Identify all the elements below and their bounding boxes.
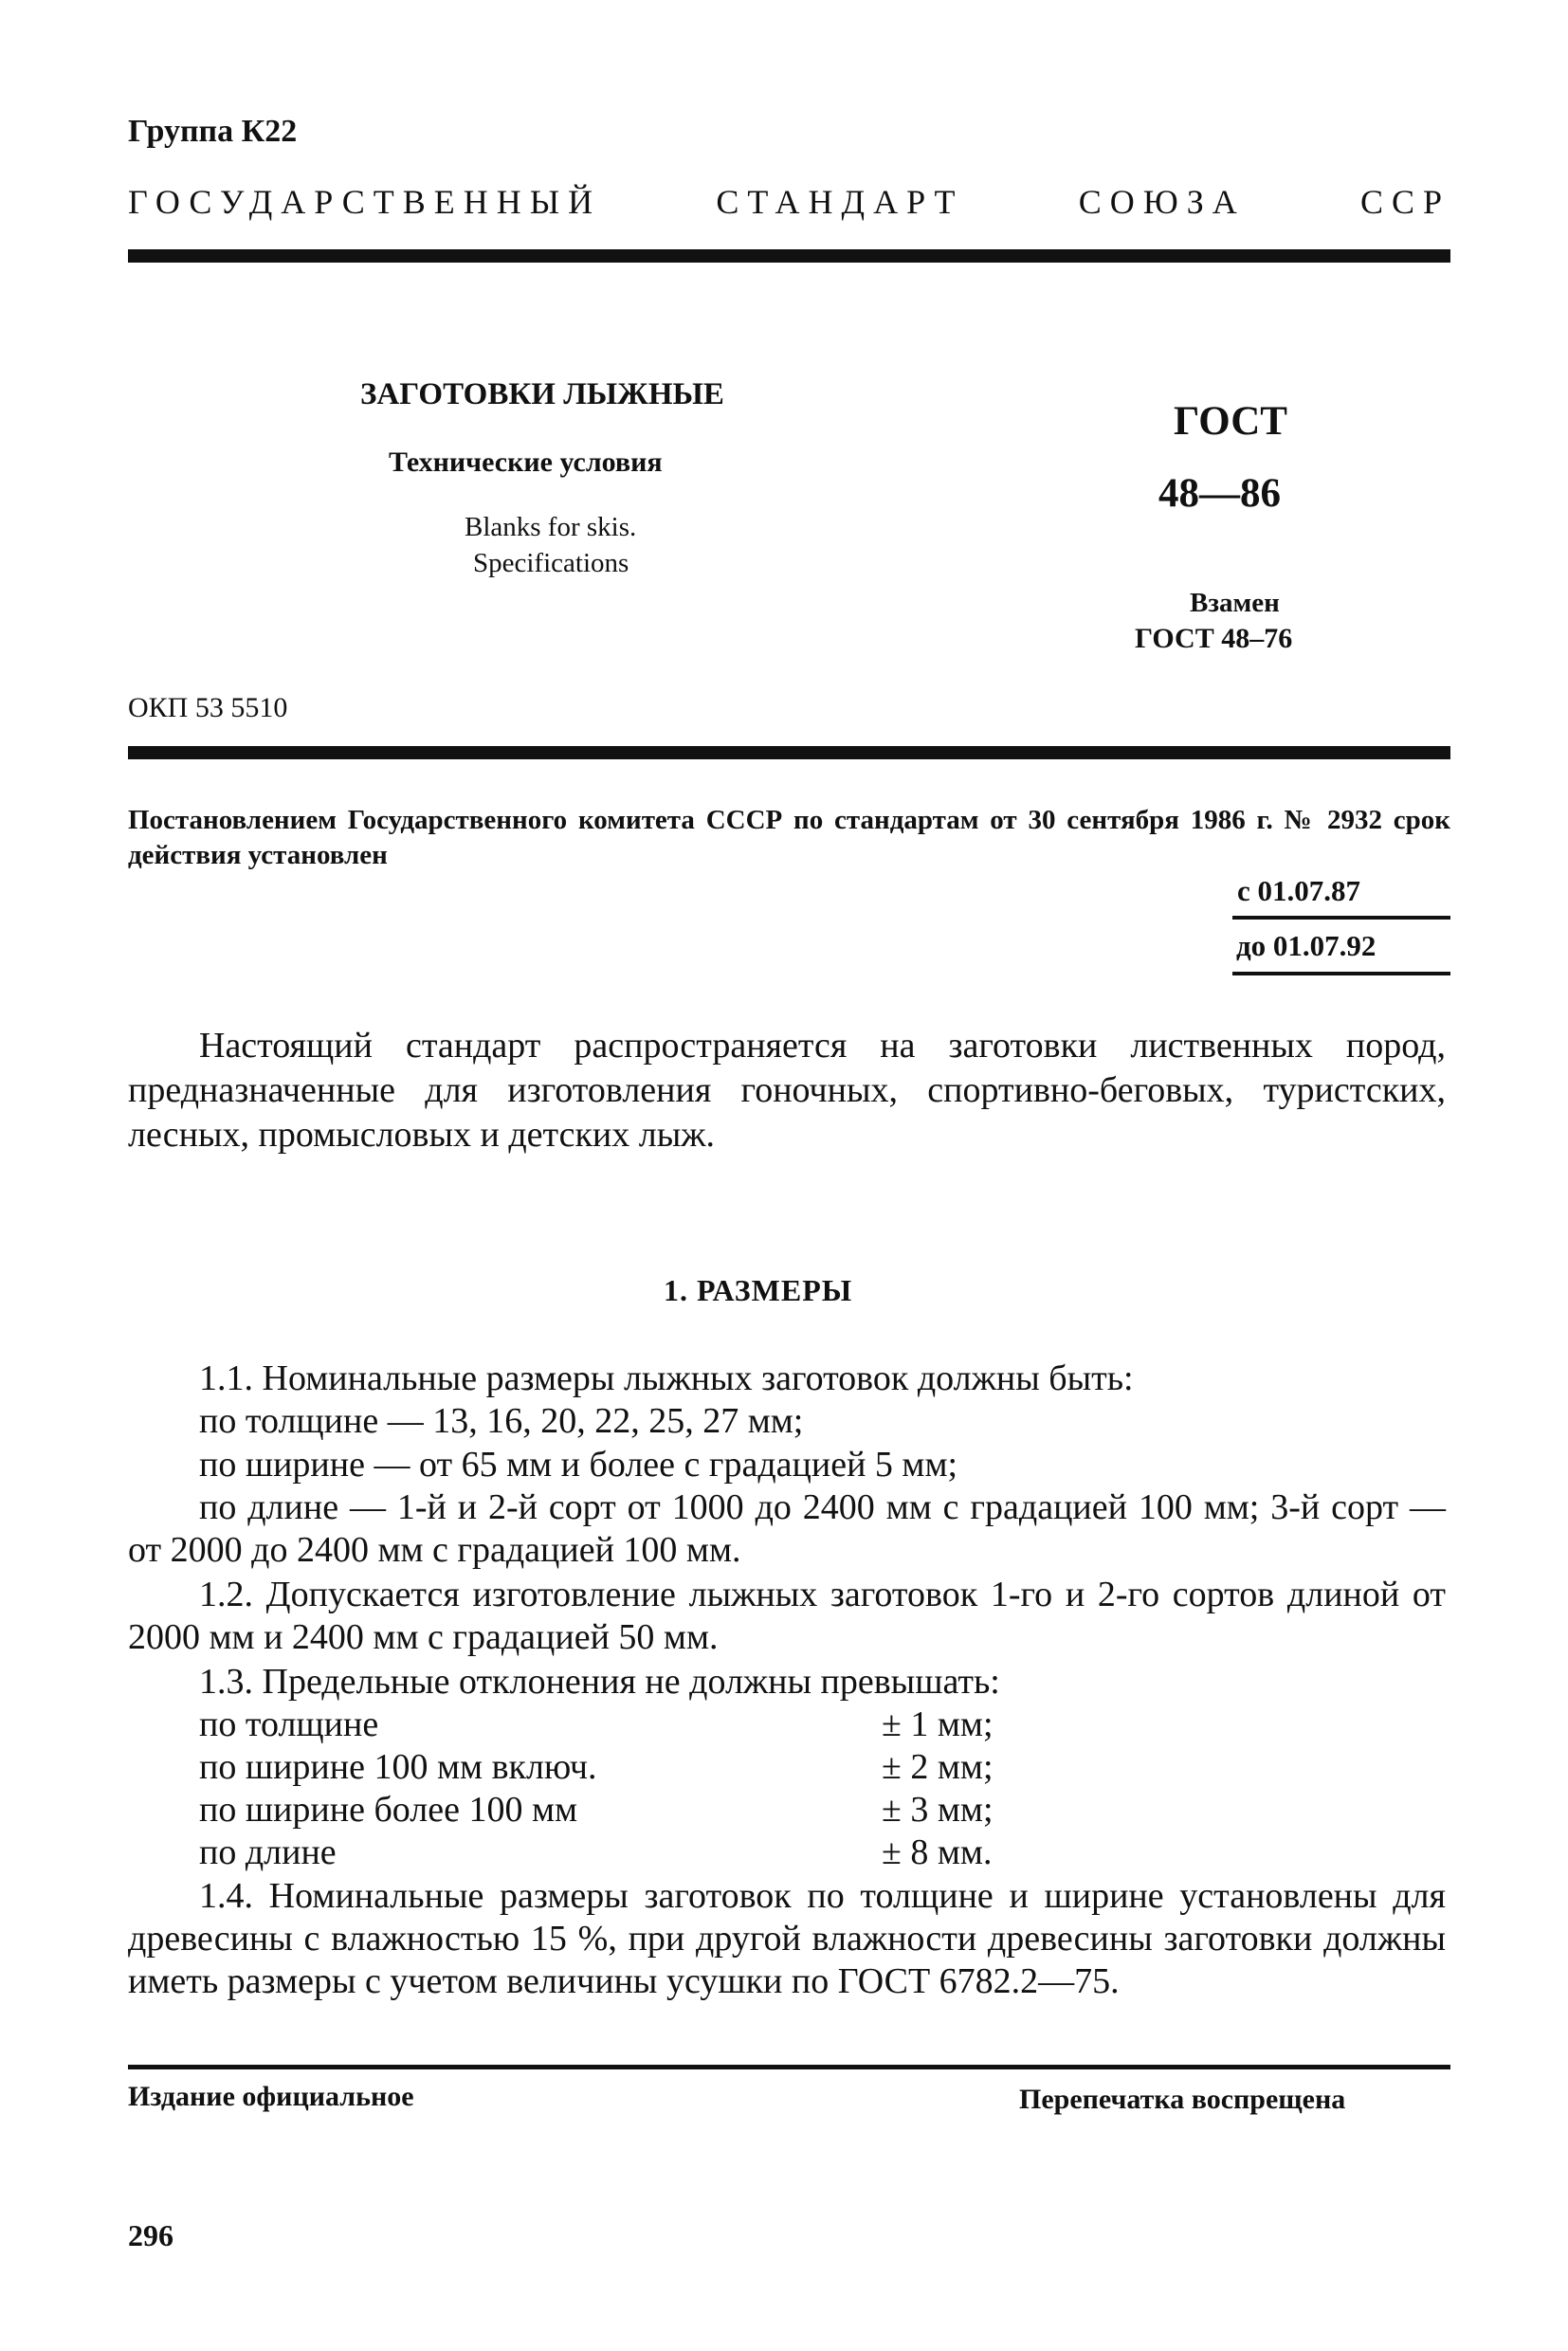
tolerance-value: ± 2 мм; — [882, 1747, 994, 1787]
decree-text: Постановлением Государственного комитета СССР по стандартам от 30 сентября 1986 г. № 2932 срок действия установлен — [128, 805, 1450, 870]
page-number: 296 — [128, 2218, 173, 2252]
tolerance-value: ± 1 мм; — [882, 1704, 994, 1744]
tolerance-label: по толщине — [199, 1704, 379, 1744]
divider-bottom — [128, 2065, 1450, 2069]
clause-1-2: 1.2. Допускается изготовление лыжных заготовок 1-го и 2-го сортов длиной от 2000 мм и 2400 мм с градацией 50 мм. — [128, 1575, 1446, 1657]
tolerance-label: по длине — [199, 1832, 337, 1872]
english-title-line-2: Specifications — [473, 548, 629, 578]
edition-note: Издание официальное — [128, 2081, 414, 2112]
gost-label: ГОСТ — [1174, 399, 1287, 444]
date-underline — [1232, 972, 1450, 975]
validity-date-from: с 01.07.87 — [1237, 874, 1361, 907]
validity-date-to: до 01.07.92 — [1236, 929, 1377, 962]
clause-1-1: 1.1. Номинальные размеры лыжных заготовок должны быть: — [199, 1358, 1134, 1398]
document-title: ЗАГОТОВКИ ЛЫЖНЫЕ — [360, 377, 724, 411]
section-heading: 1. РАЗМЕРЫ — [664, 1273, 853, 1307]
header-word: СТАНДАРТ — [716, 183, 964, 221]
clause-1-4: 1.4. Номинальные размеры заготовок по толщине и ширине установлены для древесины с влажностью 15 %, при другой влажности древесины заготовки должны иметь размеры с учетом величины усушки по ГОСТ 6782.2—75. — [128, 1876, 1446, 2001]
tolerance-value: ± 8 мм. — [882, 1832, 993, 1872]
tolerance-label: по ширине 100 мм включ. — [199, 1747, 597, 1787]
header-state-standard — [128, 182, 1450, 222]
intro-paragraph: Настоящий стандарт распространяется на заготовки лиственных пород, предназначенные для изготовления гоночных, спортивно-беговых, туристских, лесных, промысловых и детских лыж. — [128, 1026, 1446, 1155]
clause-1-3: 1.3. Предельные отклонения не должны превышать: — [199, 1662, 1000, 1702]
reprint-note: Перепечатка воспрещена — [1019, 2084, 1346, 2115]
tolerance-label: по ширине более 100 мм — [199, 1790, 578, 1830]
date-underline — [1232, 916, 1450, 920]
okp-code: ОКП 53 5510 — [128, 692, 288, 723]
group-label: Группа К22 — [128, 114, 298, 149]
clause-1-1-width: по ширине — от 65 мм и более с градацией 5 мм; — [199, 1445, 958, 1485]
clause-1-1-thickness: по толщине — 13, 16, 20, 22, 25, 27 мм; — [199, 1401, 804, 1441]
replaces-label: Взамен — [1190, 588, 1280, 618]
clause-1-1-length: по длине — 1-й и 2-й сорт от 1000 до 2400 мм с градацией 100 мм; 3-й сорт — от 2000 до 2400 мм с градацией 100 мм. — [128, 1487, 1446, 1570]
tolerance-value: ± 3 мм; — [882, 1790, 994, 1830]
english-title-line-1: Blanks for skis. — [465, 512, 637, 542]
gost-number: 48—86 — [1158, 471, 1281, 516]
header-word: СОЮЗА — [1078, 183, 1246, 221]
divider-middle — [128, 746, 1450, 759]
header-word: ССР — [1359, 183, 1450, 221]
header-word: ГОСУДАРСТВЕННЫЙ — [128, 183, 602, 221]
replaced-standard: ГОСТ 48–76 — [1135, 623, 1293, 654]
divider-top — [128, 249, 1450, 263]
document-subtitle: Технические условия — [389, 447, 663, 478]
